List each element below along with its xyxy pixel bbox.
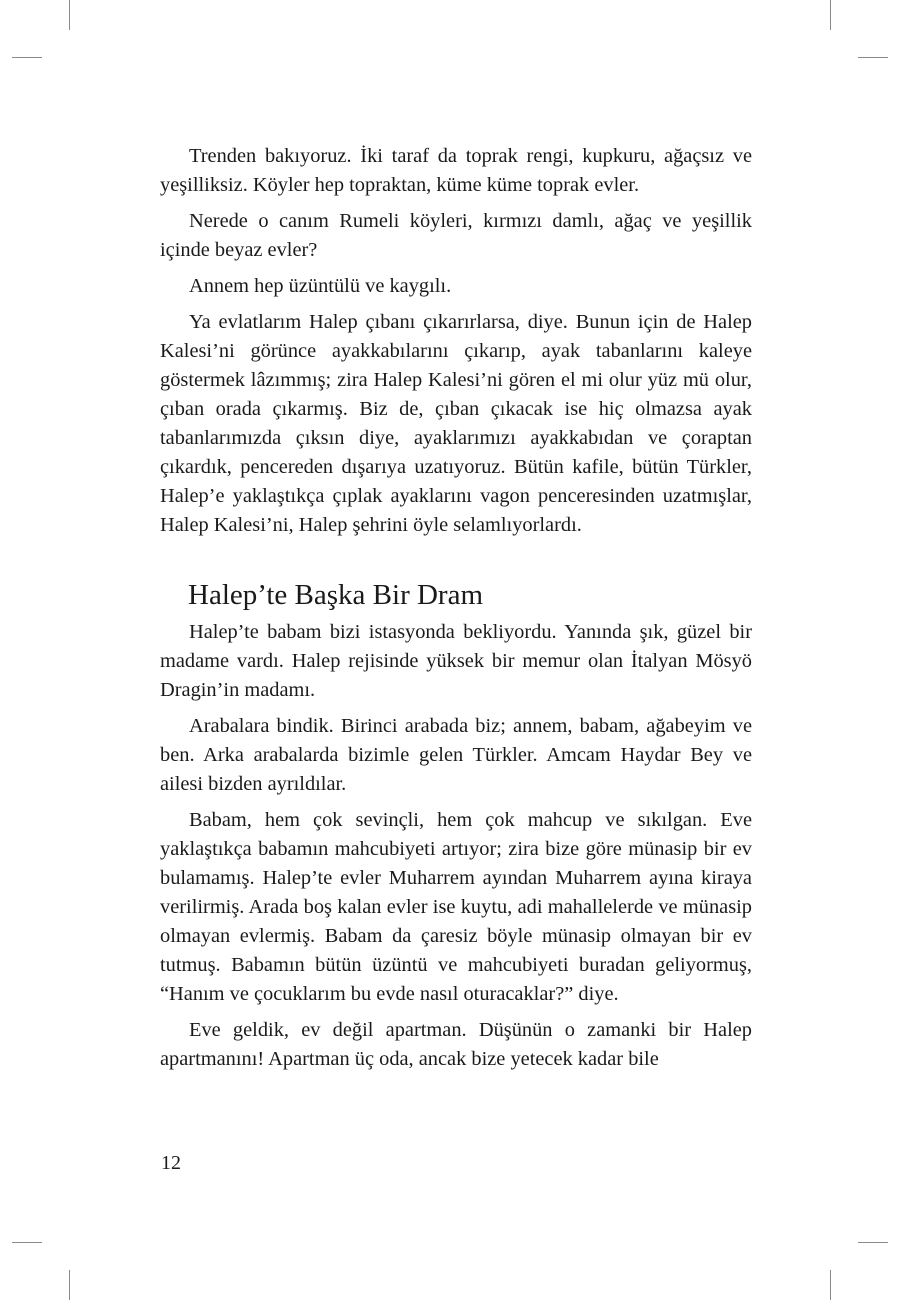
paragraph: Eve geldik, ev değil apartman. Düşünün o zamanki bir Halep apartmanını! Apartman üç oda, ancak bize yetecek kadar bile bbox=[160, 1019, 752, 1070]
crop-mark-top-right-vertical bbox=[830, 0, 831, 30]
crop-mark-bottom-left-horizontal bbox=[12, 1242, 42, 1243]
paragraph: Annem hep üzüntülü ve kaygılı. bbox=[189, 275, 452, 297]
crop-mark-bottom-right-vertical bbox=[830, 1270, 831, 1300]
crop-mark-top-right-horizontal bbox=[858, 57, 888, 58]
crop-mark-bottom-right-horizontal bbox=[858, 1242, 888, 1243]
paragraph: Halep’te babam bizi istasyonda bekliyordu. Yanında şık, güzel bir madame vardı. Halep rejisinde yüksek bir memur olan İtalyan Mösyö Dragin’in madamı. bbox=[160, 621, 752, 701]
body-text bbox=[160, 142, 752, 1081]
paragraph: Trenden bakıyoruz. İki taraf da toprak rengi, kupkuru, ağaçsız ve yeşilliksiz. Köyler hep topraktan, küme küme toprak evler. bbox=[160, 145, 752, 196]
page-number: 12 bbox=[161, 1152, 181, 1174]
paragraph: Arabalara bindik. Birinci arabada biz; annem, babam, ağabeyim ve ben. Arka arabalarda bizimle gelen Türkler. Amcam Haydar Bey ve ailesi bizden ayrıldılar. bbox=[160, 715, 752, 795]
section-heading: Halep’te Başka Bir Dram bbox=[188, 579, 484, 611]
crop-mark-top-left-vertical bbox=[69, 0, 70, 30]
paragraph: Babam, hem çok sevinçli, hem çok mahcup ve sıkılgan. Eve yaklaştıkça babamın mahcubiyeti artıyor; zira bize göre münasip bir ev bulamamış. Halep’te evler Muharrem ayından Muharrem ayına kiraya verilirmiş. Arada boş kalan evler ise kuytu, adi mahallelerde ve münasip olmayan evlermiş. Babam da çaresiz böyle münasip olmayan bir ev tutmuş. Babamın bütün üzüntü ve mahcubiyeti buradan geliyormuş, “Hanım ve çocuklarım bu evde nasıl oturacaklar?” diye. bbox=[160, 809, 752, 1005]
paragraph: Nerede o canım Rumeli köyleri, kırmızı damlı, ağaç ve yeşillik içinde beyaz evler? bbox=[160, 210, 752, 261]
crop-mark-top-left-horizontal bbox=[12, 57, 42, 58]
paragraph: Ya evlatlarım Halep çıbanı çıkarırlarsa, diye. Bunun için de Halep Kalesi’ni görünce ayakkabılarını çıkarıp, ayak tabanlarını kaleye göstermek lâzımmış; zira Halep Kalesi’ni gören el mi olur yüz mü olur, çıban orada çıkarmış. Biz de, çıban çıkacak ise hiç olmazsa ayak tabanlarımızda çıksın diye, ayaklarımızı ayakkabıdan ve çoraptan çıkardık, pencereden dışarıya uzatıyoruz. Bütün kafile, bütün Türkler, Halep’e yaklaştıkça çıplak ayaklarını vagon penceresinden uzatmışlar, Halep Kalesi’ni, Halep şehrini öyle selamlıyorlardı. bbox=[160, 311, 752, 536]
crop-mark-bottom-left-vertical bbox=[69, 1270, 70, 1300]
